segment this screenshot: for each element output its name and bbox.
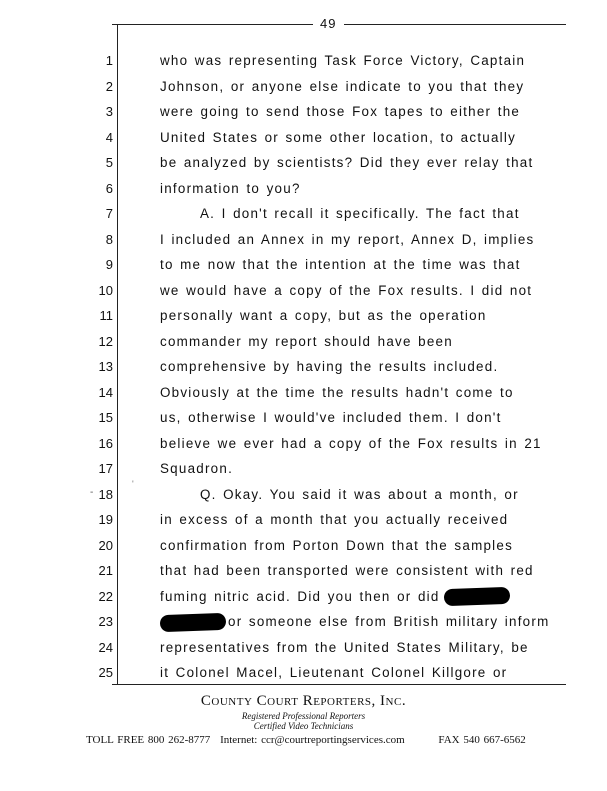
footer-company-name [0, 693, 607, 710]
line-number: 4 [105, 129, 113, 145]
transcript-line-redacted [160, 584, 570, 610]
line-number: 17 [98, 461, 113, 476]
stray-mark-dash: - [90, 487, 94, 498]
transcript-line: who was representing Task Force Victory, Captain [160, 53, 526, 68]
line-number: 14 [98, 384, 113, 400]
line-number: 20 [98, 537, 113, 553]
transcript-line-text: fuming nitric acid. Did you then or did [160, 588, 440, 604]
top-rule-right [344, 24, 566, 25]
transcript-line: Obviously at the time the results hadn't come to [160, 384, 514, 400]
redaction-mark [160, 613, 227, 632]
line-number: 9 [105, 257, 113, 272]
page-number: 49 [320, 16, 337, 31]
line-number: 15 [98, 410, 113, 425]
transcript-line: be analyzed by scientists? Did they ever relay that [160, 155, 534, 170]
transcript-line: were going to send those Fox tapes to either the [160, 104, 521, 119]
transcript-body [160, 48, 570, 686]
transcript-line-redacted [160, 609, 570, 635]
transcript-answer-line: A. I don't recall it specifically. The fact that [200, 206, 520, 221]
transcript-line-text: or someone else from British military inform [228, 614, 550, 629]
transcript-line: information to you? [160, 180, 301, 196]
line-number: 25 [98, 665, 113, 680]
transcript-line: Johnson, or anyone else indicate to you that they [160, 78, 525, 94]
line-number: 11 [99, 308, 113, 323]
line-number: 1 [105, 53, 113, 68]
footer-fax: FAX 540 667-6562 [438, 734, 526, 746]
line-number: 19 [98, 512, 113, 527]
line-number: 7 [105, 206, 113, 221]
line-number: 12 [98, 333, 113, 349]
line-number: 6 [105, 180, 113, 196]
footer-toll-free: TOLL FREE 800 262-8777 [86, 734, 211, 746]
line-number: 24 [98, 639, 113, 655]
footer-tagline-video: Certified Video Technicians [253, 721, 354, 731]
transcript-line: United States or some other location, to actually [160, 129, 517, 145]
transcript-line: personally want a copy, but as the operation [160, 308, 487, 323]
redaction-mark [443, 587, 510, 606]
transcript-line: us, otherwise I would've included them. I don't [160, 410, 502, 425]
transcript-line: in excess of a month that you actually received [160, 512, 509, 527]
line-number: 16 [98, 435, 113, 451]
company-name-text: County Court Reporters, Inc. [200, 693, 407, 709]
transcript-line: to me now that the intention at the time was that [160, 257, 521, 272]
margin-line [117, 24, 118, 685]
transcript-line: representatives from the United States Military, be [160, 639, 529, 655]
line-number: 5 [105, 155, 113, 170]
line-number-column [60, 48, 117, 686]
top-rule-left [117, 24, 313, 25]
footer-tagline-reporters: Registered Professional Reporters [241, 711, 366, 721]
line-number: 10 [98, 282, 113, 298]
transcript-line: we would have a copy of the Fox results. I did not [160, 282, 533, 298]
line-number: 18 [98, 486, 113, 502]
line-number: 23 [98, 614, 113, 629]
transcript-line: that had been transported were consistent with red [160, 563, 534, 578]
line-number: 8 [105, 231, 113, 247]
transcript-line: comprehensive by having the results included. [160, 359, 499, 374]
transcript-line: believe we ever had a copy of the Fox results in 21 [160, 435, 542, 451]
line-number: 3 [105, 104, 113, 119]
margin-tick-top [112, 24, 122, 25]
stray-mark-dot: ' [132, 479, 134, 489]
line-number: 2 [105, 78, 113, 94]
line-number: 21 [98, 563, 113, 578]
transcript-line: I included an Annex in my report, Annex D, implies [160, 231, 535, 247]
footer-internet: Internet: ccr@courtreportingservices.com [220, 734, 405, 746]
transcript-question-line: Q. Okay. You said it was about a month, or [200, 486, 519, 502]
line-number: 22 [98, 588, 113, 604]
transcript-line: Squadron. [160, 461, 234, 476]
transcript-line: confirmation from Porton Down that the samples [160, 537, 514, 553]
transcript-line: it Colonel Macel, Lieutenant Colonel Killgore or [160, 665, 508, 680]
transcript-line: commander my report should have been [160, 333, 453, 349]
line-number: 13 [98, 359, 113, 374]
footer-contact-line [86, 734, 532, 746]
